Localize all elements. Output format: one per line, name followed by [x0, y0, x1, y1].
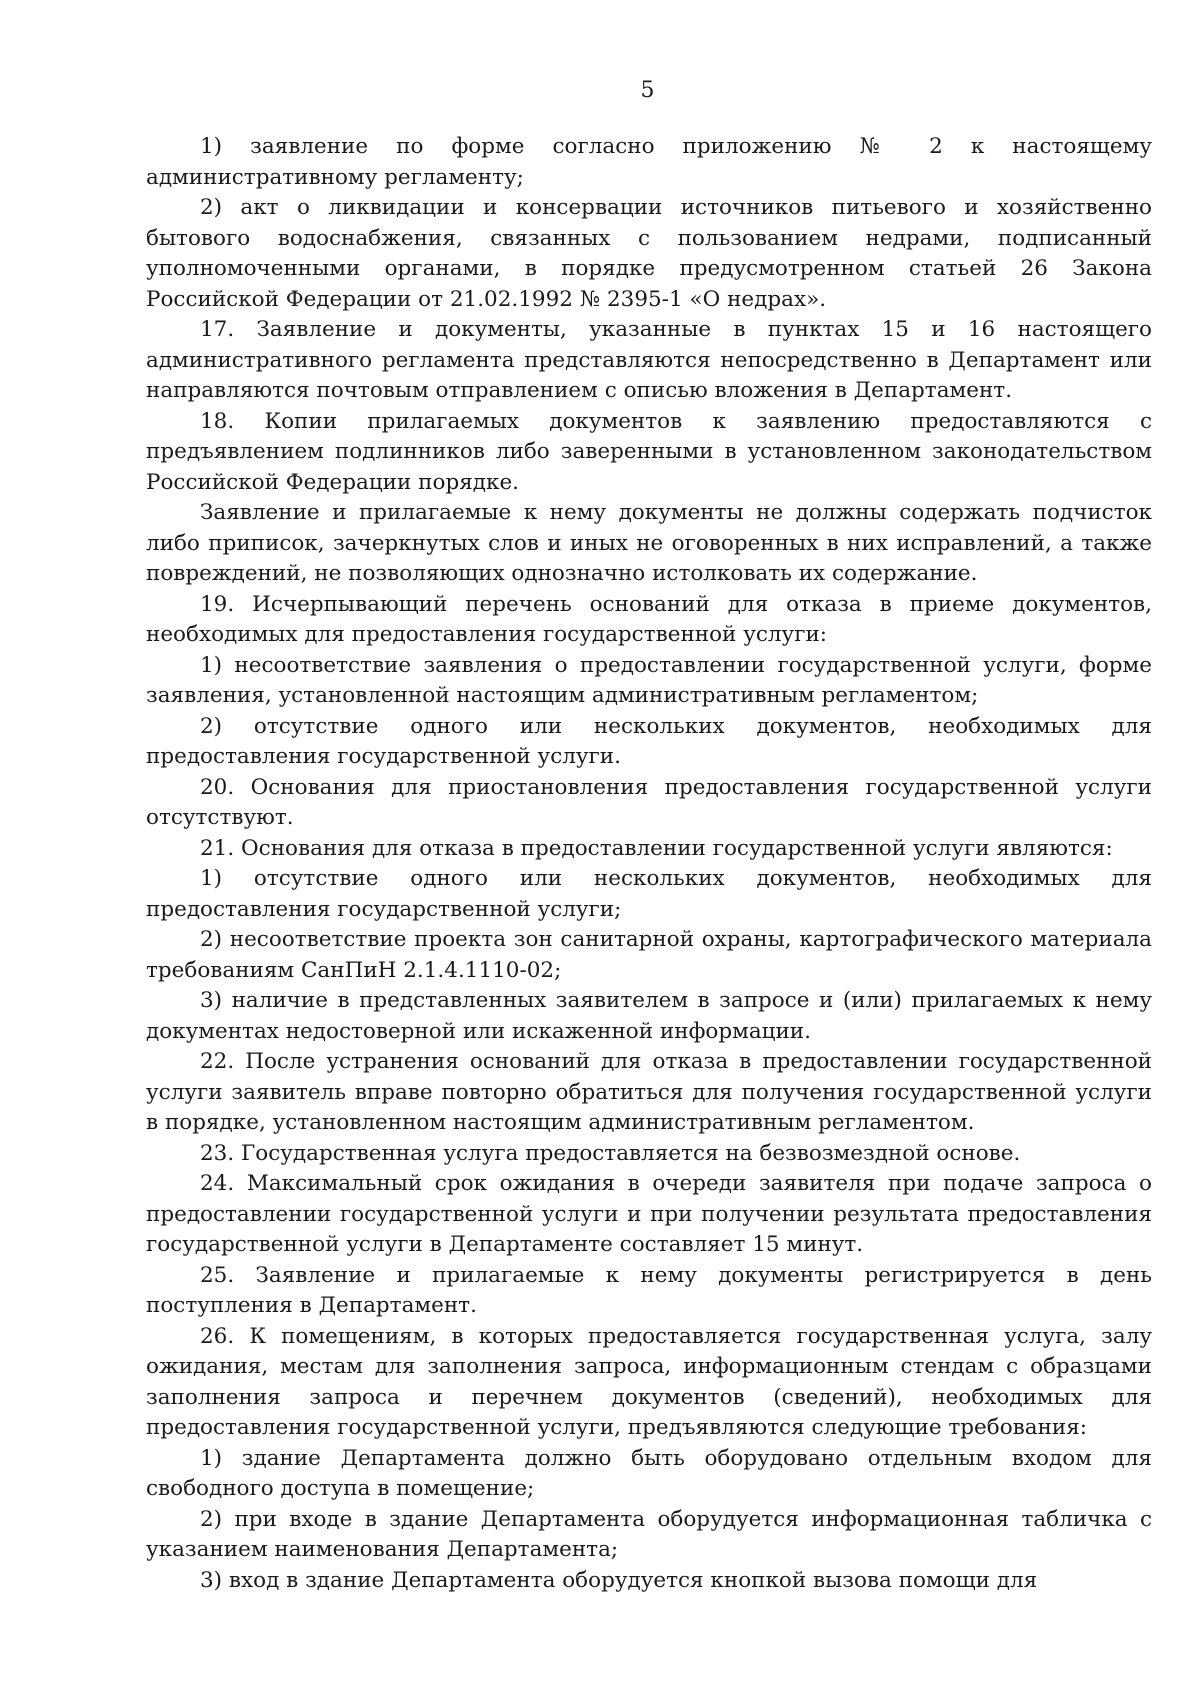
paragraph: 24. Максимальный срок ожидания в очереди заявителя при подаче запроса о предоставлении государственной услуги и при получении результата предоставления государственной услуги в Департаменте составляет 15 минут. [146, 1171, 1152, 1257]
paragraph: 18. Копии прилагаемых документов к заявлению предоставляются с предъявлением подлинников либо заверенными в установленном законодательством Российской Федерации порядке. [146, 408, 1152, 495]
paragraph: 2) акт о ликвидации и консервации источников питьевого и хозяйственно бытового водоснабжения, связанных с пользованием недрами, подписанный уполномоченными органами, в порядке предусмотренном статьей 26 Закона Российской Федерации от 21.02.1992 № 2395-1 «О недрах». [146, 195, 1152, 312]
paragraph: 1) заявление по форме согласно приложению № 2 к настоящему административному регламенту; [146, 134, 1152, 190]
paragraph: 2) несоответствие проекта зон санитарной охраны, картографического материала требованиям СанПиН 2.1.4.1110-02; [146, 927, 1152, 983]
paragraph: 25. Заявление и прилагаемые к нему документы регистрируется в день поступления в Департамент. [146, 1262, 1152, 1318]
document-body [146, 132, 1152, 1596]
paragraph: 26. К помещениям, в которых предоставляется государственная услуга, залу ожидания, местам для заполнения запроса, информационным стендам с образцами заполнения запроса и перечнем документов (сведений), необходимых для предоставления государственной услуги, предъявляются следующие требования: [146, 1323, 1152, 1440]
paragraph: 2) отсутствие одного или нескольких документов, необходимых для предоставления государственной услуги. [146, 713, 1152, 769]
page-number: 5 [640, 78, 655, 103]
paragraph: 1) здание Департамента должно быть оборудовано отдельным входом для свободного доступа в помещение; [146, 1445, 1152, 1501]
paragraph: 1) отсутствие одного или нескольких документов, необходимых для предоставления государственной услуги; [146, 866, 1152, 922]
paragraph: 23. Государственная услуга предоставляется на безвозмездной основе. [200, 1140, 1021, 1166]
paragraph: 3) вход в здание Департамента оборудуется кнопкой вызова помощи для [200, 1567, 1038, 1593]
paragraph: 20. Основания для приостановления предоставления государственной услуги отсутствуют. [146, 774, 1152, 830]
paragraph: 3) наличие в представленных заявителем в запросе и (или) прилагаемых к нему документах недостоверной или искаженной информации. [146, 988, 1152, 1044]
paragraph: 22. После устранения оснований для отказа в предоставлении государственной услуги заявитель вправе повторно обратиться для получения государственной услуги в порядке, установленном настоящим административным регламентом. [146, 1049, 1152, 1135]
paragraph: 2) при входе в здание Департамента оборудуется информационная табличка с указанием наименования Департамента; [146, 1506, 1152, 1562]
paragraph: 21. Основания для отказа в предоставлении государственной услуги являются: [200, 835, 1113, 861]
paragraph: 1) несоответствие заявления о предоставлении государственной услуги, форме заявления, установленной настоящим административным регламентом; [146, 652, 1152, 708]
paragraph: Заявление и прилагаемые к нему документы не должны содержать подчисток либо приписок, зачеркнутых слов и иных не оговоренных в них исправлений, а также повреждений, не позволяющих однозначно истолковать их содержание. [146, 500, 1152, 586]
paragraph: 17. Заявление и документы, указанные в пунктах 15 и 16 настоящего административного регламента представляются непосредственно в Департамент или направляются почтовым отправлением с описью вложения в Департамент. [146, 317, 1152, 403]
paragraph: 19. Исчерпывающий перечень оснований для отказа в приеме документов, необходимых для предоставления государственной услуги: [146, 591, 1152, 647]
